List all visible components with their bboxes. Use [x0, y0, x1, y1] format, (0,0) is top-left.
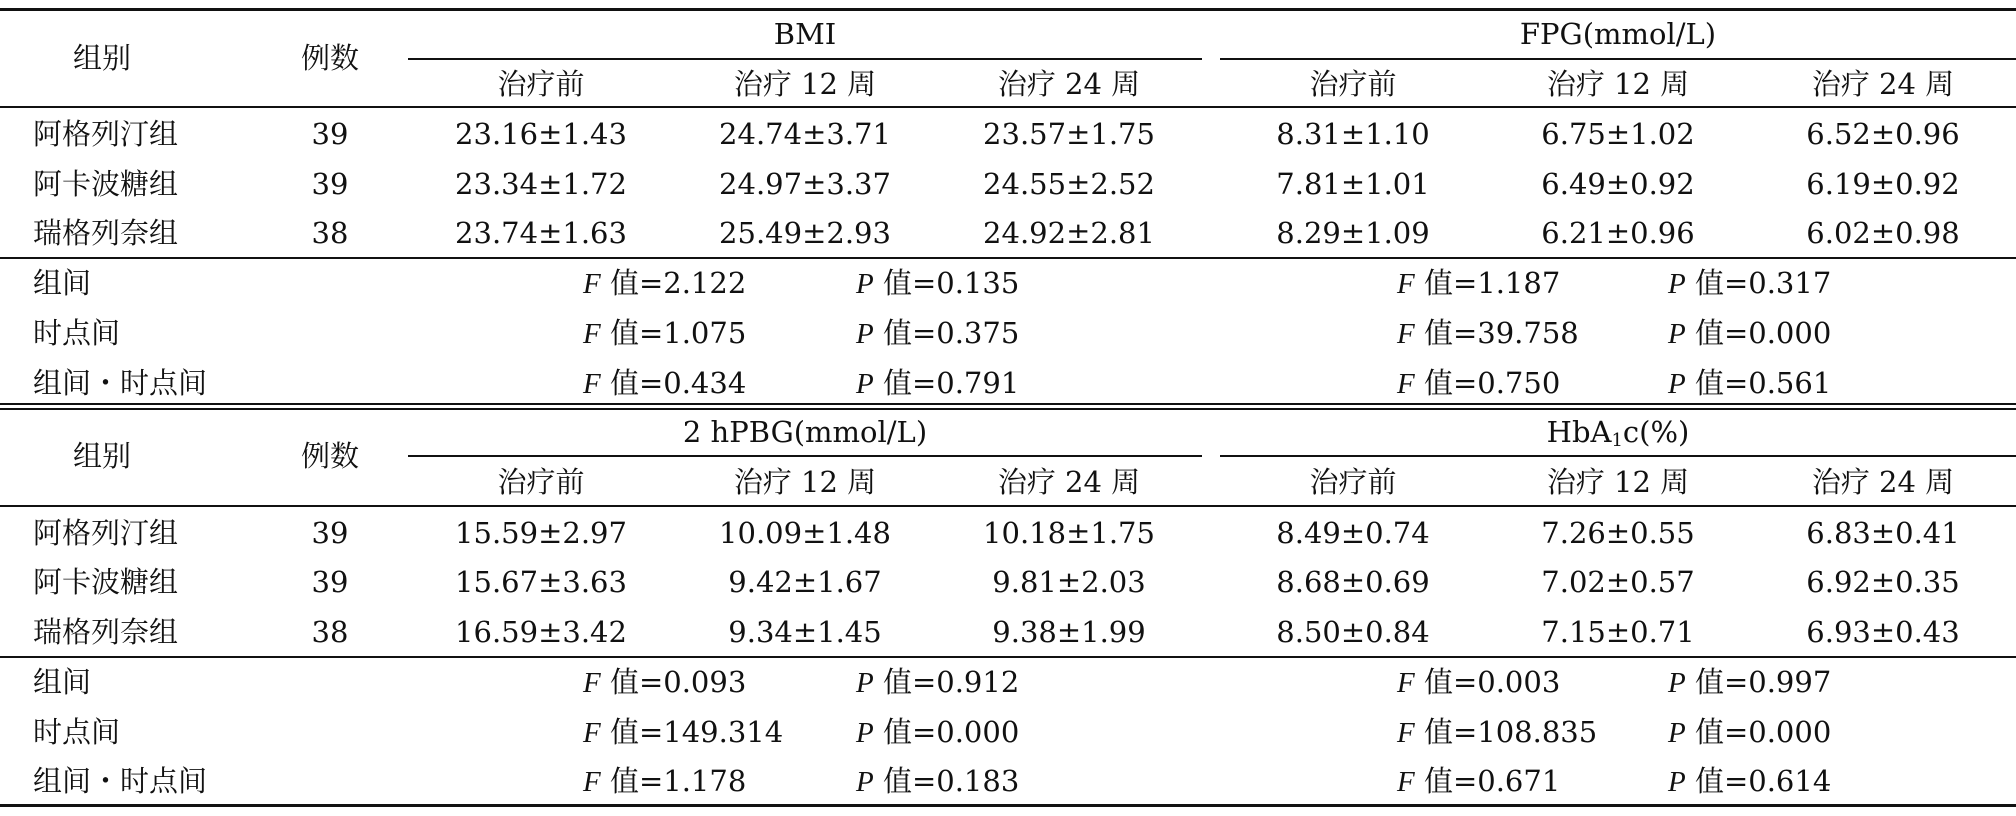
cell: 24.92±2.81: [983, 216, 1155, 250]
group-name: 阿格列汀组: [33, 516, 179, 550]
equals-sign: =: [1723, 665, 1749, 699]
p-value-right: [1668, 266, 1832, 300]
equals-sign: =: [1452, 715, 1478, 749]
p-symbol: P: [1668, 368, 1686, 400]
f-number: 1.187: [1477, 266, 1561, 300]
f-number: 1.178: [663, 764, 747, 798]
cell: 9.42±1.67: [728, 565, 882, 599]
group-name: 阿格列汀组: [33, 117, 179, 151]
f-number: 0.093: [663, 665, 747, 699]
value-word: 值: [1423, 366, 1453, 400]
p-symbol: P: [1668, 717, 1686, 749]
f-value-left: [583, 366, 747, 400]
f-value-right: [1397, 316, 1579, 350]
header-rule-2: [0, 505, 2016, 507]
cell: 7.81±1.01: [1276, 167, 1430, 201]
p-value-left: [856, 366, 1020, 400]
equals-sign: =: [638, 764, 664, 798]
f-symbol: F: [1397, 318, 1415, 350]
p-number: 0.375: [936, 316, 1020, 350]
cell: 8.49±0.74: [1276, 516, 1430, 550]
p-number: 0.183: [936, 764, 1020, 798]
header-rule: [0, 106, 2016, 108]
cell: 23.16±1.43: [455, 117, 627, 151]
f-value-left: [583, 316, 747, 350]
cell: 15.67±3.63: [455, 565, 627, 599]
f-value-right: [1397, 715, 1598, 749]
p-value-right: [1668, 764, 1832, 798]
equals-sign: =: [1723, 316, 1749, 350]
p-number: 0.997: [1748, 665, 1832, 699]
p-number: 0.000: [1748, 316, 1832, 350]
span-rule-right: [1220, 58, 2016, 60]
cell: 7.26±0.55: [1541, 516, 1695, 550]
header-group: 组别: [72, 41, 132, 75]
cell: 24.55±2.52: [983, 167, 1155, 201]
value-word: 值: [1423, 266, 1453, 300]
sub-12w-right: 治疗 12 周: [1546, 465, 1690, 499]
f-value-right: [1397, 764, 1561, 798]
p-symbol: P: [856, 667, 874, 699]
p-value-left: [856, 266, 1020, 300]
cell: 6.49±0.92: [1541, 167, 1695, 201]
cell: 23.57±1.75: [983, 117, 1155, 151]
f-value-right: [1397, 665, 1561, 699]
f-symbol: F: [583, 268, 601, 300]
equals-sign: =: [911, 665, 937, 699]
cell: 10.18±1.75: [983, 516, 1155, 550]
f-value-left: [583, 715, 784, 749]
case-count: 39: [311, 167, 349, 201]
value-word: 值: [609, 266, 639, 300]
cell: 6.92±0.35: [1806, 565, 1960, 599]
header-2hpbg: 2 hPBG(mmol/L): [682, 415, 928, 449]
p-value-left: [856, 715, 1020, 749]
equals-sign: =: [1723, 266, 1749, 300]
f-number: 39.758: [1477, 316, 1579, 350]
f-symbol: F: [583, 318, 601, 350]
span-rule-left-2: [408, 455, 1202, 457]
p-number: 0.000: [936, 715, 1020, 749]
span-rule-right-2: [1220, 455, 2016, 457]
f-number: 149.314: [663, 715, 784, 749]
sub-12w-left: 治疗 12 周: [733, 67, 877, 101]
header-fpg: FPG(mmol/L): [1519, 17, 1717, 51]
header-count: 例数: [300, 41, 360, 75]
equals-sign: =: [1723, 366, 1749, 400]
f-symbol: F: [1397, 368, 1415, 400]
p-symbol: P: [856, 268, 874, 300]
f-number: 1.075: [663, 316, 747, 350]
p-value-right: [1668, 366, 1832, 400]
equals-sign: =: [911, 266, 937, 300]
equals-sign: =: [1723, 715, 1749, 749]
p-symbol: P: [1668, 766, 1686, 798]
value-word: 值: [1694, 366, 1724, 400]
equals-sign: =: [638, 715, 664, 749]
cell: 24.74±3.71: [719, 117, 891, 151]
p-number: 0.791: [936, 366, 1020, 400]
cell: 6.02±0.98: [1806, 216, 1960, 250]
p-symbol: P: [856, 766, 874, 798]
case-count: 38: [311, 216, 349, 250]
f-value-right: [1397, 366, 1561, 400]
p-value-left: [856, 764, 1020, 798]
stats-label: 组间: [33, 665, 92, 699]
group-name: 瑞格列奈组: [33, 216, 179, 250]
value-word: 值: [609, 764, 639, 798]
p-number: 0.317: [1748, 266, 1832, 300]
section-double-rule-1: [0, 403, 2016, 405]
p-symbol: P: [856, 717, 874, 749]
p-value-right: [1668, 316, 1832, 350]
value-word: 值: [609, 366, 639, 400]
value-word: 值: [882, 366, 912, 400]
cell: 23.34±1.72: [455, 167, 627, 201]
p-value-left: [856, 316, 1020, 350]
top-rule: [0, 8, 2016, 11]
value-word: 值: [1423, 665, 1453, 699]
p-symbol: P: [856, 318, 874, 350]
sub-before-left: 治疗前: [497, 465, 585, 499]
header-bmi: BMI: [773, 17, 837, 51]
cell: 8.68±0.69: [1276, 565, 1430, 599]
group-name: 阿卡波糖组: [33, 565, 179, 599]
value-word: 值: [1694, 764, 1724, 798]
hba1c-subscript: 1: [1611, 430, 1623, 451]
f-value-left: [583, 266, 747, 300]
sub-12w-left: 治疗 12 周: [733, 465, 877, 499]
header-hba1c: [1546, 415, 1690, 451]
f-symbol: F: [583, 717, 601, 749]
value-word: 值: [1694, 715, 1724, 749]
sub-24w-left: 治疗 24 周: [997, 67, 1141, 101]
f-value-left: [583, 764, 747, 798]
value-word: 值: [1694, 316, 1724, 350]
cell: 8.29±1.09: [1276, 216, 1430, 250]
p-number: 0.135: [936, 266, 1020, 300]
f-value-right: [1397, 266, 1561, 300]
header-group: 组别: [72, 439, 132, 473]
value-word: 值: [1423, 764, 1453, 798]
value-word: 值: [882, 764, 912, 798]
cell: 24.97±3.37: [719, 167, 891, 201]
p-value-left: [856, 665, 1020, 699]
f-number: 0.003: [1477, 665, 1561, 699]
case-count: 39: [311, 516, 349, 550]
value-word: 值: [882, 715, 912, 749]
cell: 7.02±0.57: [1541, 565, 1695, 599]
value-word: 值: [1423, 316, 1453, 350]
equals-sign: =: [911, 764, 937, 798]
hba1c-prefix: HbA: [1546, 415, 1612, 449]
sub-24w-right: 治疗 24 周: [1811, 465, 1955, 499]
sub-before-right: 治疗前: [1309, 465, 1397, 499]
cell: 25.49±2.93: [719, 216, 891, 250]
equals-sign: =: [1452, 266, 1478, 300]
f-number: 0.434: [663, 366, 747, 400]
stats-label: 组间・时点间: [33, 764, 208, 798]
sub-before-right: 治疗前: [1309, 67, 1397, 101]
p-value-right: [1668, 715, 1832, 749]
cell: 9.81±2.03: [992, 565, 1146, 599]
hba1c-suffix: c(%): [1622, 415, 1690, 449]
value-word: 值: [1694, 266, 1724, 300]
group-name: 阿卡波糖组: [33, 167, 179, 201]
equals-sign: =: [1452, 764, 1478, 798]
equals-sign: =: [1452, 316, 1478, 350]
cell: 6.19±0.92: [1806, 167, 1960, 201]
f-number: 108.835: [1477, 715, 1598, 749]
cell: 6.83±0.41: [1806, 516, 1960, 550]
cell: 6.52±0.96: [1806, 117, 1960, 151]
equals-sign: =: [638, 366, 664, 400]
value-word: 值: [609, 715, 639, 749]
span-rule-left: [408, 58, 1202, 60]
p-symbol: P: [1668, 268, 1686, 300]
value-word: 值: [882, 665, 912, 699]
cell: 10.09±1.48: [719, 516, 891, 550]
p-number: 0.614: [1748, 764, 1832, 798]
value-word: 值: [882, 316, 912, 350]
p-number: 0.912: [936, 665, 1020, 699]
p-symbol: P: [856, 368, 874, 400]
cell: 9.38±1.99: [992, 615, 1146, 649]
stats-label: 组间: [33, 266, 92, 300]
f-symbol: F: [1397, 766, 1415, 798]
equals-sign: =: [911, 715, 937, 749]
p-number: 0.000: [1748, 715, 1832, 749]
cell: 6.93±0.43: [1806, 615, 1960, 649]
f-symbol: F: [1397, 667, 1415, 699]
equals-sign: =: [1452, 366, 1478, 400]
cell: 6.75±1.02: [1541, 117, 1695, 151]
equals-sign: =: [911, 316, 937, 350]
p-symbol: P: [1668, 667, 1686, 699]
cell: 9.34±1.45: [728, 615, 882, 649]
stats-rule-2: [0, 656, 2016, 658]
f-symbol: F: [1397, 717, 1415, 749]
section-double-rule-2: [0, 408, 2016, 410]
stats-rule: [0, 257, 2016, 259]
value-word: 值: [882, 266, 912, 300]
equals-sign: =: [911, 366, 937, 400]
p-number: 0.561: [1748, 366, 1832, 400]
cell: 16.59±3.42: [455, 615, 627, 649]
p-symbol: P: [1668, 318, 1686, 350]
p-value-right: [1668, 665, 1832, 699]
sub-before-left: 治疗前: [497, 67, 585, 101]
sub-24w-right: 治疗 24 周: [1811, 67, 1955, 101]
case-count: 39: [311, 117, 349, 151]
f-symbol: F: [583, 766, 601, 798]
group-name: 瑞格列奈组: [33, 615, 179, 649]
equals-sign: =: [1452, 665, 1478, 699]
bottom-rule: [0, 804, 2016, 807]
stats-label: 时点间: [33, 715, 121, 749]
f-number: 0.671: [1477, 764, 1561, 798]
f-number: 0.750: [1477, 366, 1561, 400]
equals-sign: =: [638, 665, 664, 699]
value-word: 值: [1423, 715, 1453, 749]
cell: 15.59±2.97: [455, 516, 627, 550]
cell: 6.21±0.96: [1541, 216, 1695, 250]
cell: 23.74±1.63: [455, 216, 627, 250]
case-count: 39: [311, 565, 349, 599]
sub-24w-left: 治疗 24 周: [997, 465, 1141, 499]
f-number: 2.122: [663, 266, 747, 300]
sub-12w-right: 治疗 12 周: [1546, 67, 1690, 101]
case-count: 38: [311, 615, 349, 649]
f-symbol: F: [1397, 268, 1415, 300]
cell: 8.31±1.10: [1276, 117, 1430, 151]
value-word: 值: [609, 316, 639, 350]
value-word: 值: [1694, 665, 1724, 699]
equals-sign: =: [638, 316, 664, 350]
cell: 7.15±0.71: [1541, 615, 1695, 649]
f-value-left: [583, 665, 747, 699]
header-count: 例数: [300, 439, 360, 473]
f-symbol: F: [583, 667, 601, 699]
stats-label: 组间・时点间: [33, 366, 208, 400]
cell: 8.50±0.84: [1276, 615, 1430, 649]
value-word: 值: [609, 665, 639, 699]
stats-label: 时点间: [33, 316, 121, 350]
f-symbol: F: [583, 368, 601, 400]
equals-sign: =: [1723, 764, 1749, 798]
equals-sign: =: [638, 266, 664, 300]
